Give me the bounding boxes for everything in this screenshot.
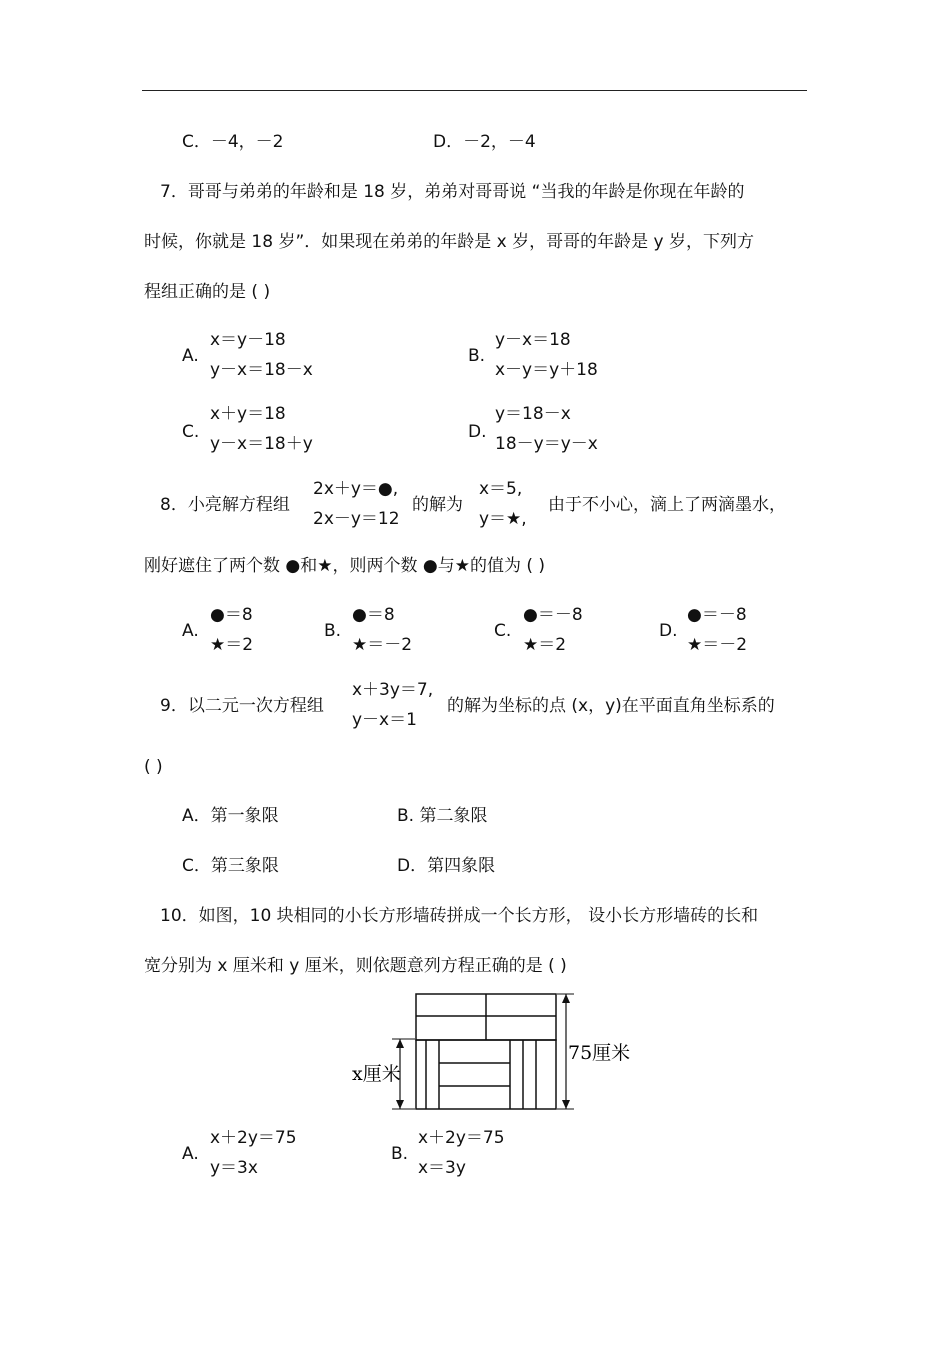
equation: x＝5, (479, 479, 523, 499)
q9-option-d: D．第四象限 (397, 856, 496, 876)
equation: x＋3y＝7, (352, 680, 434, 700)
q7-option-a-label: A. (182, 346, 199, 366)
equation: y＝18－x (495, 404, 571, 424)
q8-option-d-system (687, 604, 747, 664)
equation: ★＝－2 (352, 635, 413, 655)
figure-left-label: x厘米 (352, 1063, 401, 1085)
q8-option-b-label: B. (324, 621, 342, 641)
equation: ★＝2 (210, 635, 254, 655)
q7-option-b-label: B. (468, 346, 486, 366)
figure-right-label: 75厘米 (568, 1042, 631, 1064)
q9-option-b: B. 第二象限 (397, 806, 488, 826)
q8-stem-line2: 刚好遮住了两个数 ●和★，则两个数 ●与★的值为 ( ) (144, 556, 546, 576)
q8-option-c-label: C. (494, 621, 512, 641)
q7-stem-line1: 7．哥哥与弟弟的年龄和是 18 岁，弟弟对哥哥说 “当我的年龄是你现在年龄的 (160, 182, 745, 202)
q8-stem-intro: 8．小亮解方程组 (160, 495, 290, 515)
q9-equation-system (352, 679, 433, 739)
q8-option-a-label: A. (182, 621, 199, 641)
header-rule (142, 90, 807, 91)
q8-option-a-system (210, 604, 253, 664)
equation: ●＝－8 (523, 605, 583, 625)
equation: x－y＝y＋18 (495, 360, 598, 380)
q8-stem-tail: 由于不小心，滴上了两滴墨水， (548, 495, 786, 515)
q9-stem-tail: 的解为坐标的点 (x，y)在平面直角坐标系的 (447, 696, 775, 716)
equation: y－x＝18－x (210, 360, 313, 380)
equation: x＋2y＝75 (418, 1128, 505, 1148)
q9-option-a: A．第一象限 (182, 806, 279, 826)
q9-stem-intro: 9．以二元一次方程组 (160, 696, 324, 716)
equation: y－x＝18＋y (210, 434, 313, 454)
q6-option-c: C．－4，－2 (182, 132, 284, 152)
q7-stem-line2: 时候，你就是 18 岁”．如果现在弟弟的年龄是 x 岁，哥哥的年龄是 y 岁，下列方 (144, 232, 754, 252)
equation: 2x＋y＝●, (313, 479, 399, 499)
equation: y＝★, (479, 509, 527, 529)
q10-stem-line1: 10．如图，10 块相同的小长方形墙砖拼成一个长方形， 设小长方形墙砖的长和 (160, 906, 759, 926)
q7-option-c-system (210, 403, 313, 463)
equation: x＝y－18 (210, 330, 286, 350)
equation: y＝3x (210, 1158, 258, 1178)
equation: x＋2y＝75 (210, 1128, 297, 1148)
q7-stem-line3: 程组正确的是 ( ) (144, 282, 271, 302)
equation: 2x－y＝12 (313, 509, 400, 529)
q8-equation-system (313, 478, 400, 538)
equation: x＝3y (418, 1158, 466, 1178)
equation: ★＝－2 (687, 635, 748, 655)
q7-option-d-label: D. (468, 422, 487, 442)
q7-option-b-system (495, 329, 598, 389)
q8-solution-system (479, 478, 527, 538)
q9-option-c: C．第三象限 (182, 856, 279, 876)
q10-option-b-system (418, 1127, 505, 1187)
q10-stem-line2: 宽分别为 x 厘米和 y 厘米，则依题意列方程正确的是 ( ) (144, 956, 567, 976)
equation: ●＝－8 (687, 605, 747, 625)
q8-option-d-label: D. (659, 621, 678, 641)
wall-tile-figure (352, 993, 631, 1111)
equation: y－x＝1 (352, 710, 417, 730)
q8-stem-mid: 的解为 (412, 495, 463, 515)
q7-option-d-system (495, 403, 598, 463)
q10-option-b-label: B. (391, 1144, 409, 1164)
equation: ★＝2 (523, 635, 567, 655)
equation: y－x＝18 (495, 330, 571, 350)
equation: ●＝8 (352, 605, 395, 625)
equation: ●＝8 (210, 605, 253, 625)
q9-stem-line2: ( ) (144, 757, 163, 777)
q8-option-c-system (523, 604, 583, 664)
q7-option-a-system (210, 329, 313, 389)
q7-option-c-label: C. (182, 422, 200, 442)
equation: 18－y＝y－x (495, 434, 598, 454)
equation: x＋y＝18 (210, 404, 286, 424)
q10-option-a-label: A. (182, 1144, 199, 1164)
q10-option-a-system (210, 1127, 297, 1187)
q6-option-d: D．－2，－4 (433, 132, 536, 152)
q8-option-b-system (352, 604, 412, 664)
